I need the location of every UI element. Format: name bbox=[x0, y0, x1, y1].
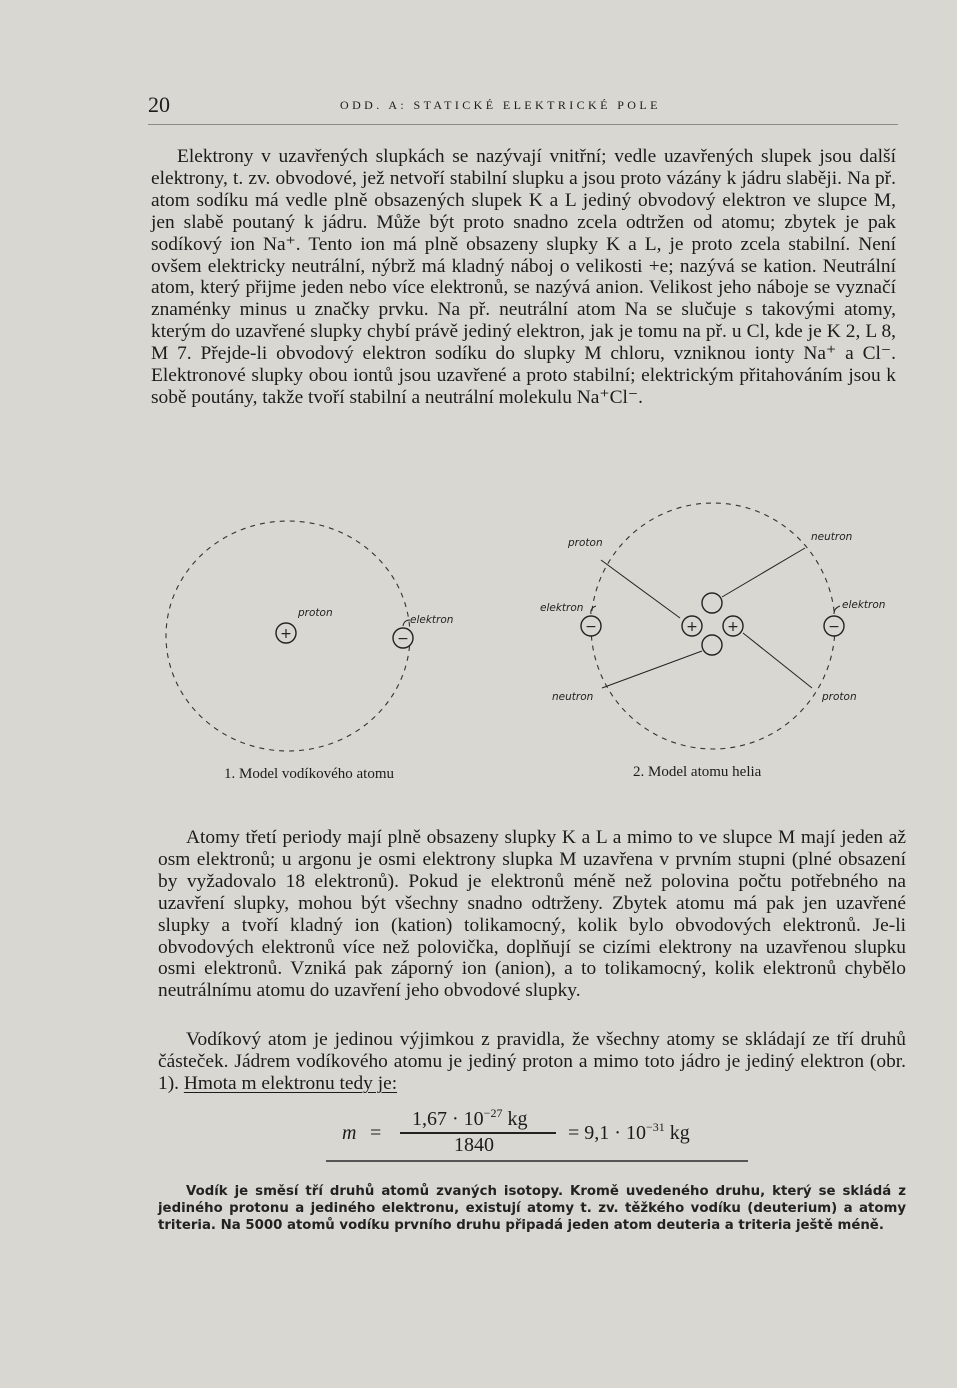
formula-equals: = bbox=[370, 1122, 382, 1144]
neutron-top-symbol bbox=[702, 593, 722, 613]
electron-orbit-helium bbox=[591, 503, 835, 749]
paragraph-hydrogen-underlined: Hmota m elektronu tedy je: bbox=[183, 1072, 398, 1094]
page-number: 20 bbox=[148, 92, 170, 117]
formula-numerator bbox=[412, 1106, 527, 1131]
electron-right-minus: − bbox=[828, 619, 840, 635]
numerator-unit: kg bbox=[502, 1108, 528, 1130]
label-proton-bottom: proton bbox=[822, 691, 857, 703]
result-exponent: −31 bbox=[645, 1120, 665, 1134]
formula-lhs: m bbox=[342, 1122, 357, 1144]
figure2-caption: 2. Model atomu helia bbox=[633, 764, 762, 780]
paragraph-hydrogen bbox=[158, 1029, 906, 1095]
label-neutron-bottom: neutron bbox=[552, 691, 594, 703]
footnote-divider bbox=[326, 1160, 748, 1162]
label-electron-right: elektron bbox=[842, 599, 886, 611]
proton-right-plus: + bbox=[727, 619, 739, 635]
result-unit: kg bbox=[664, 1122, 690, 1144]
pointer-electron-right bbox=[834, 606, 840, 614]
result-prefix: = 9,1 · 10 bbox=[568, 1122, 646, 1144]
footnote: Vodík je směsí tří druhů atomů zvaných isotopy. Kromě uvedeného druhu, který se skládá z jediného protonu a jediného elektronu, existují atomy t. zv. těžkého vodíku (deuterium) a atomy triteria. Na 5000 atomů vodíku prvního druhu připadá jeden atom deuteria a triteria ještě méně. bbox=[158, 1184, 906, 1233]
pointer-neutron-bottom bbox=[602, 651, 702, 688]
figure-helium-model bbox=[540, 503, 885, 749]
label-electron-left: elektron bbox=[540, 602, 584, 614]
pointer-neutron-top bbox=[722, 548, 805, 597]
figure1-caption: 1. Model vodíkového atomu bbox=[224, 766, 394, 782]
proton-plus: + bbox=[280, 626, 292, 642]
proton-left-plus: + bbox=[686, 619, 698, 635]
pointer-proton-bottom bbox=[743, 633, 812, 688]
electron-left-minus: − bbox=[585, 619, 597, 635]
pointer-electron-left bbox=[591, 606, 596, 614]
electron-minus: − bbox=[397, 631, 409, 647]
formula-denominator: 1840 bbox=[454, 1134, 494, 1156]
pointer-proton-top bbox=[601, 560, 680, 618]
numerator-exponent: −27 bbox=[483, 1106, 503, 1120]
formula-result bbox=[568, 1120, 690, 1145]
label-proton-top: proton bbox=[568, 537, 603, 549]
label-proton: proton bbox=[298, 607, 333, 619]
paragraph-hydrogen-text: Vodíkový atom je jedinou výjimkou z pravidla, že všechny atomy se skládají ze tří druhů částeček. Jádrem vodíkového atomu je jediný proton a mimo toto jádro je jediný elektron (obr. 1). bbox=[158, 1029, 906, 1094]
label-neutron-top: neutron bbox=[811, 531, 853, 543]
numerator-base: 1,67 · 10 bbox=[412, 1108, 484, 1130]
paragraph-ions: Elektrony v uzavřených slupkách se nazývají vnitřní; vedle uzavřených slupek jsou další elektrony, t. zv. obvodové, jež netvoří stabilní slupku a jsou proto vázány k jádru slaběji. Na př. atom sodíku má vedle plně obsazených slupek K a L jediný obvodový elektron ve slupce M, jen slabě poutaný k jádru. Může být proto snadno zcela odtržen od atomu; zbytek je pak sodíkový ion Na⁺. Tento ion má plně obsazeny slupky K a L, je proto zcela stabilní. Není ovšem elektricky neutrální, nýbrž má kladný náboj o velikosti +e; nazývá se kation. Neutrální atom, který přijme jeden nebo více elektronů, se nazývá anion. Velikost jeho náboje se vyznačí znaménky minus u značky prvku. Na př. neutrální atom Na se slučuje s takovými atomy, kterým do uzavřené slupky chybí právě jediný elektron, jak je tomu na př. u Cl, kde je K 2, L 8, M 7. Přejde-li obvodový elektron sodíku do slupky M chloru, vzniknou ionty Na⁺ a Cl⁻. Elektronové slupky obou iontů jsou uzavřené a proto stabilní; elektrickým přitahováním jsou k sobě poutány, takže tvoří stabilní a neutrální molekulu Na⁺Cl⁻. bbox=[151, 146, 896, 408]
running-head: ODD. A: STATICKÉ ELEKTRICKÉ POLE bbox=[340, 98, 661, 112]
paragraph-third-period: Atomy třetí periody mají plně obsazeny slupky K a L a mimo to ve slupce M mají jeden až osm elektronů; u argonu je osmi elektrony slupka M uzavřena v prvním stupni (plné obsazení by vyžadovalo 18 elektronů). Pokud je elektronů méně než polovina počtu potřebného na uzavření slupky, mohou být všechny snadno odtrženy. Zbytek atomu má pak jen uzavřené slupky a tvoří kladný ion (kation) tolikamocný, kolik bylo obvodových elektronů. Je-li obvodových elektronů více než polovička, doplňují se cizími elektrony na uzavřenou slupku osmi elektronů. Vzniká pak záporný ion (anion), a to tolikamocný, kolik elektronů chybělo neutrálnímu atomu do uzavření jeho obvodové slupky. bbox=[158, 827, 906, 1002]
label-electron: elektron bbox=[410, 614, 454, 626]
neutron-bottom-symbol bbox=[702, 635, 722, 655]
electron-mass-formula bbox=[340, 1104, 760, 1162]
figure-hydrogen-model bbox=[166, 521, 453, 751]
